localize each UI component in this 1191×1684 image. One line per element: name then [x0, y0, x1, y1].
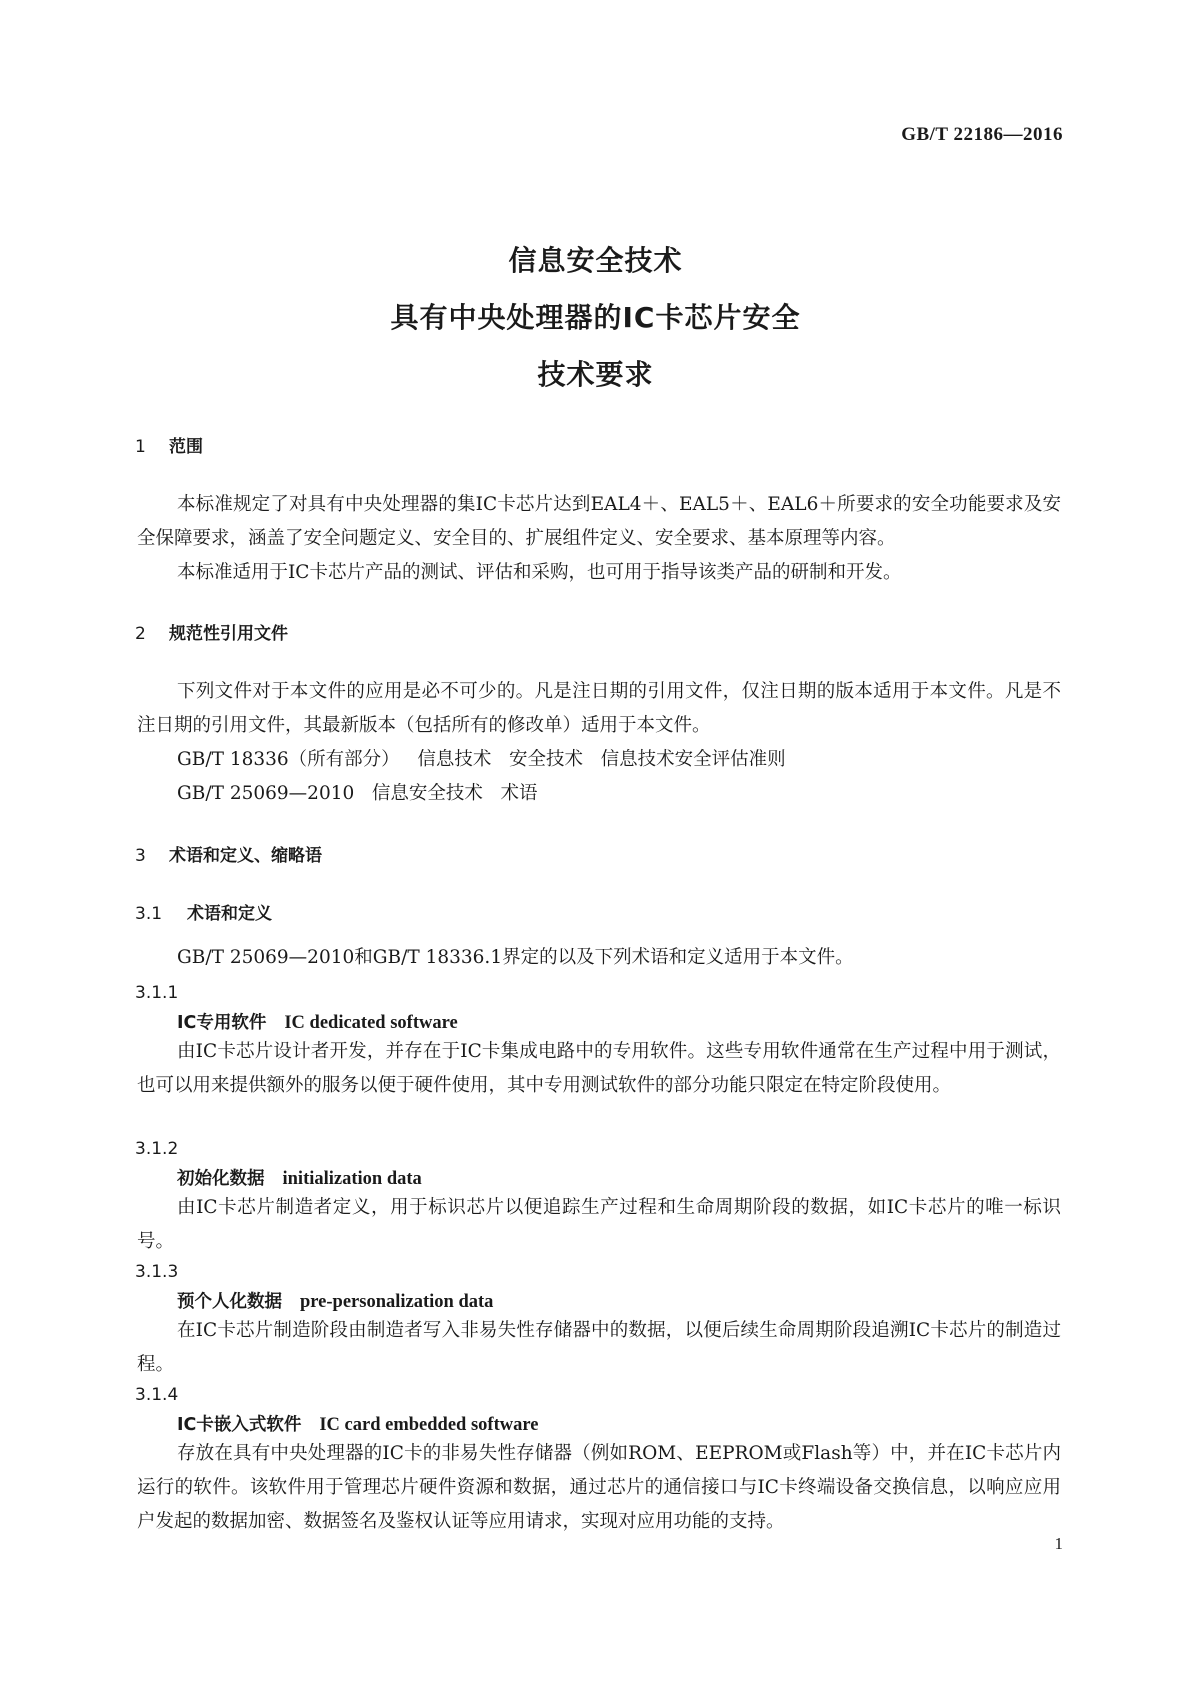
- paragraph: 本标准规定了对具有中央处理器的集IC卡芯片达到EAL4＋、EAL5＋、EAL6＋所要求的安全功能要求及安全保障要求，涵盖了安全问题定义、安全目的、扩展组件定义、安全要求、基本原理等内容。: [137, 494, 1061, 549]
- document-title: [0, 232, 1191, 403]
- section-3-1-heading: [135, 899, 272, 924]
- section-title: 范围: [169, 437, 203, 457]
- section-title: 术语和定义: [187, 904, 272, 924]
- term-name-zh: IC专用软件: [177, 1013, 267, 1033]
- term-definition: [137, 1035, 1061, 1103]
- term-name-zh: IC卡嵌入式软件: [177, 1415, 302, 1435]
- term-definition: [137, 1437, 1061, 1539]
- reference-2: GB/T 25069—2010 信息安全技术 术语: [177, 783, 538, 804]
- term-name: [177, 1288, 493, 1313]
- term-name-zh: 初始化数据: [177, 1169, 265, 1189]
- section-number: 1: [135, 437, 146, 457]
- paragraph: 存放在具有中央处理器的IC卡的非易失性存储器（例如ROM、EEPROM或Flash等）中，并在IC卡芯片内运行的软件。该软件用于管理芯片硬件资源和数据，通过芯片的通信接口与IC卡终端设备交换信息，以响应应用户发起的数据加密、数据签名及鉴权认证等应用请求，实现对应用功能的支持。: [137, 1443, 1061, 1532]
- term-definition: [137, 1314, 1061, 1382]
- paragraph: 由IC卡芯片制造者定义，用于标识芯片以便追踪生产过程和生命周期阶段的数据，如IC卡芯片的唯一标识号。: [137, 1197, 1061, 1252]
- section-3-1-body: [137, 941, 1061, 975]
- term-name-en: IC card embedded software: [319, 1415, 539, 1435]
- term-name-en: pre-personalization data: [300, 1292, 494, 1312]
- term-number: 3.1.4: [135, 1385, 179, 1405]
- section-number: 2: [135, 624, 146, 644]
- paragraph: 由IC卡芯片设计者开发，并存在于IC卡集成电路中的专用软件。这些专用软件通常在生产过程中用于测试，也可以用来提供额外的服务以便于硬件使用，其中专用测试软件的部分功能只限定在特定阶段使用。: [137, 1041, 1061, 1096]
- paragraph: 下列文件对于本文件的应用是必不可少的。凡是注日期的引用文件，仅注日期的版本适用于本文件。凡是不注日期的引用文件，其最新版本（包括所有的修改单）适用于本文件。: [137, 681, 1061, 736]
- section-2-heading: [135, 619, 288, 644]
- title-line-1: 信息安全技术: [508, 244, 683, 277]
- term-number: 3.1.2: [135, 1139, 179, 1159]
- term-definition: [137, 1191, 1061, 1259]
- term-number: 3.1.1: [135, 983, 179, 1003]
- paragraph: 本标准适用于IC卡芯片产品的测试、评估和采购，也可用于指导该类产品的研制和开发。: [177, 562, 902, 583]
- title-line-2: 具有中央处理器的IC卡芯片安全: [390, 301, 801, 334]
- standard-code: GB/T 22186—2016: [901, 124, 1063, 145]
- section-1-body: [137, 488, 1061, 590]
- term-name-en: initialization data: [282, 1169, 422, 1189]
- term-name: [177, 1009, 458, 1034]
- section-1-heading: [135, 432, 203, 457]
- term-name: [177, 1411, 538, 1436]
- page-number: 1: [1054, 1534, 1063, 1553]
- section-title: 规范性引用文件: [169, 624, 288, 644]
- section-title: 术语和定义、缩略语: [169, 846, 322, 866]
- reference-1: GB/T 18336（所有部分） 信息技术 安全技术 信息技术安全评估准则: [177, 749, 786, 770]
- paragraph: 在IC卡芯片制造阶段由制造者写入非易失性存储器中的数据，以便后续生命周期阶段追溯IC卡芯片的制造过程。: [137, 1320, 1061, 1375]
- term-name-en: IC dedicated software: [284, 1013, 458, 1033]
- section-number: 3.1: [135, 904, 163, 924]
- paragraph: GB/T 25069—2010和GB/T 18336.1界定的以及下列术语和定义适用于本文件。: [177, 947, 854, 968]
- term-name: [177, 1165, 422, 1190]
- title-line-3: 技术要求: [537, 358, 654, 391]
- section-number: 3: [135, 846, 146, 866]
- term-number: 3.1.3: [135, 1262, 179, 1282]
- section-3-heading: [135, 841, 322, 866]
- section-2-body: [137, 675, 1061, 743]
- term-name-zh: 预个人化数据: [177, 1292, 282, 1312]
